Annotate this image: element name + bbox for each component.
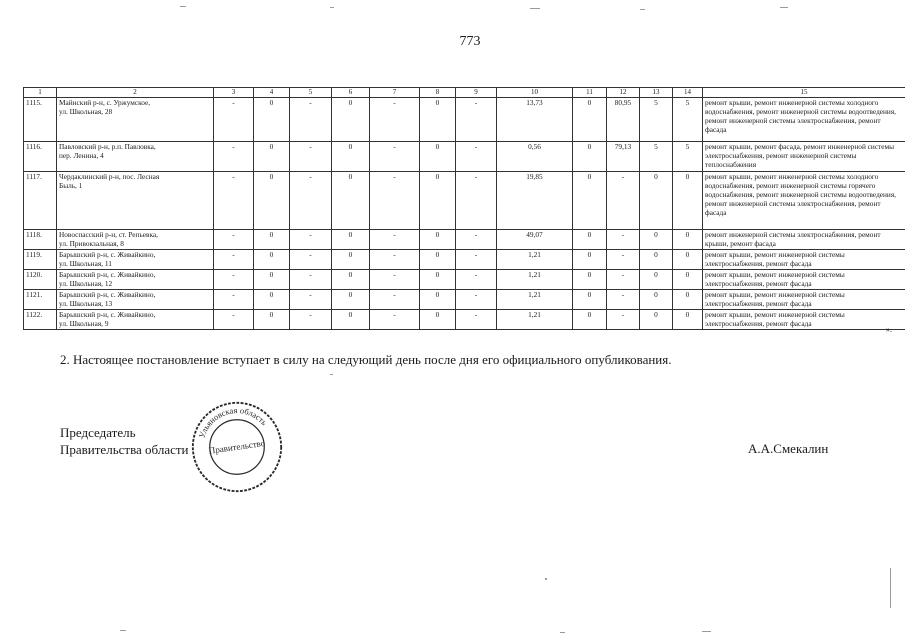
row-address bbox=[57, 142, 214, 172]
cell-c11: 0 bbox=[573, 250, 607, 270]
address-line: Барышский р-н, с. Живайкино, bbox=[59, 270, 156, 279]
row-works: ремонт крыши, ремонт инженерной системы электроснабжения, ремонт фасада bbox=[703, 250, 905, 270]
signatory-name: А.А.Смекалин bbox=[748, 441, 829, 456]
cell-c12: - bbox=[607, 230, 640, 250]
position-line-1: Председатель bbox=[60, 425, 136, 440]
cell-c12: 80,95 bbox=[607, 98, 640, 142]
seal-ring-text: Ульяновская область bbox=[196, 405, 270, 440]
cell-c6: 0 bbox=[332, 172, 370, 230]
cell-c13: 0 bbox=[640, 172, 673, 230]
cell-c9: - bbox=[456, 290, 497, 310]
closing-quote-mark: ». bbox=[886, 325, 892, 334]
cell-c5: - bbox=[290, 98, 332, 142]
cell-c13: 0 bbox=[640, 270, 673, 290]
row-address bbox=[57, 270, 214, 290]
row-works: ремонт крыши, ремонт инженерной системы электроснабжения, ремонт фасада bbox=[703, 270, 905, 290]
cell-c11: 0 bbox=[573, 230, 607, 250]
column-number-2: 2 bbox=[57, 88, 214, 98]
cell-c5: - bbox=[290, 290, 332, 310]
cell-c6: 0 bbox=[332, 230, 370, 250]
cell-c9: - bbox=[456, 270, 497, 290]
address-line: Павловский р-н, р.п. Павловка, bbox=[59, 142, 156, 151]
cell-c13: 5 bbox=[640, 142, 673, 172]
cell-c8: 0 bbox=[420, 172, 456, 230]
address-line: ул. Школьная, 13 bbox=[59, 299, 113, 309]
column-number-10: 10 bbox=[497, 88, 573, 98]
column-number-15: 15 bbox=[703, 88, 905, 98]
cell-c8: 0 bbox=[420, 290, 456, 310]
column-number-6: 6 bbox=[332, 88, 370, 98]
cell-c4: 0 bbox=[254, 98, 290, 142]
address-line: ул. Школьная, 11 bbox=[59, 259, 112, 269]
cell-c12: - bbox=[607, 270, 640, 290]
cell-c13: 0 bbox=[640, 310, 673, 330]
row-works: ремонт крыши, ремонт фасада, ремонт инженерной системы электроснабжения, ремонт инженерной системы теплоснабжения bbox=[703, 142, 905, 172]
row-number: 1120. bbox=[24, 270, 57, 290]
cell-c14: 5 bbox=[673, 142, 703, 172]
cell-c3: - bbox=[214, 142, 254, 172]
address-line: Барышский р-н, с. Живайкино, bbox=[59, 310, 156, 319]
cell-c14: 0 bbox=[673, 290, 703, 310]
cell-c14: 0 bbox=[673, 270, 703, 290]
row-number: 1119. bbox=[24, 250, 57, 270]
cell-c14: 0 bbox=[673, 172, 703, 230]
row-number: 1118. bbox=[24, 230, 57, 250]
column-number-4: 4 bbox=[254, 88, 290, 98]
cell-c13: 5 bbox=[640, 98, 673, 142]
cell-c8: 0 bbox=[420, 250, 456, 270]
cell-c5: - bbox=[290, 142, 332, 172]
cell-c3: - bbox=[214, 172, 254, 230]
address-line: Барышский р-н, с. Живайкино, bbox=[59, 290, 156, 299]
address-line: ул. Привокзальная, 8 bbox=[59, 239, 124, 249]
table-body bbox=[24, 88, 905, 330]
address-line: Быль, 1 bbox=[59, 181, 83, 191]
column-number-14: 14 bbox=[673, 88, 703, 98]
row-address bbox=[57, 98, 214, 142]
cell-c7: - bbox=[370, 290, 420, 310]
cell-c14: 0 bbox=[673, 250, 703, 270]
table-row bbox=[24, 142, 905, 172]
seal-center-text: Правительство bbox=[208, 437, 266, 456]
cell-c8: 0 bbox=[420, 230, 456, 250]
repair-program-table bbox=[23, 87, 905, 330]
column-number-12: 12 bbox=[607, 88, 640, 98]
cell-c3: - bbox=[214, 98, 254, 142]
cell-c6: 0 bbox=[332, 270, 370, 290]
page-number: 773 bbox=[459, 34, 481, 49]
cell-c3: - bbox=[214, 290, 254, 310]
cell-c6: 0 bbox=[332, 290, 370, 310]
cell-c9: - bbox=[456, 172, 497, 230]
cell-c5: - bbox=[290, 172, 332, 230]
row-address bbox=[57, 230, 214, 250]
cell-c14: 5 bbox=[673, 98, 703, 142]
row-works: ремонт крыши, ремонт инженерной системы холодного водоснабжения, ремонт инженерной системы водоотведения, ремонт инженерной системы электроснабжения, ремонт фасада bbox=[703, 98, 905, 142]
cell-c7: - bbox=[370, 270, 420, 290]
cell-c10: 1,21 bbox=[497, 250, 573, 270]
cell-c8: 0 bbox=[420, 270, 456, 290]
cell-c5: - bbox=[290, 250, 332, 270]
position-line-2: Правительства области bbox=[60, 442, 189, 457]
table-row bbox=[24, 310, 905, 330]
cell-c8: 0 bbox=[420, 310, 456, 330]
cell-c3: - bbox=[214, 270, 254, 290]
cell-c7: - bbox=[370, 172, 420, 230]
cell-c10: 49,07 bbox=[497, 230, 573, 250]
row-works: ремонт крыши, ремонт инженерной системы электроснабжения, ремонт фасада bbox=[703, 310, 905, 330]
row-number: 1122. bbox=[24, 310, 57, 330]
signatory-position bbox=[60, 424, 189, 458]
column-number-11: 11 bbox=[573, 88, 607, 98]
cell-c5: - bbox=[290, 270, 332, 290]
column-number-7: 7 bbox=[370, 88, 420, 98]
cell-c7: - bbox=[370, 310, 420, 330]
cell-c5: - bbox=[290, 230, 332, 250]
cell-c10: 13,73 bbox=[497, 98, 573, 142]
address-line: ул. Школьная, 9 bbox=[59, 319, 109, 329]
column-number-5: 5 bbox=[290, 88, 332, 98]
cell-c4: 0 bbox=[254, 172, 290, 230]
cell-c10: 19,85 bbox=[497, 172, 573, 230]
row-address bbox=[57, 310, 214, 330]
column-number-13: 13 bbox=[640, 88, 673, 98]
column-number-8: 8 bbox=[420, 88, 456, 98]
cell-c3: - bbox=[214, 310, 254, 330]
cell-c3: - bbox=[214, 230, 254, 250]
cell-c4: 0 bbox=[254, 290, 290, 310]
row-works: ремонт инженерной системы электроснабжения, ремонт крыши, ремонт фасада bbox=[703, 230, 905, 250]
table-row bbox=[24, 98, 905, 142]
cell-c14: 0 bbox=[673, 230, 703, 250]
cell-c11: 0 bbox=[573, 290, 607, 310]
cell-c13: 0 bbox=[640, 290, 673, 310]
cell-c7: - bbox=[370, 142, 420, 172]
cell-c11: 0 bbox=[573, 172, 607, 230]
column-number-1: 1 bbox=[24, 88, 57, 98]
cell-c6: 0 bbox=[332, 250, 370, 270]
address-line: Новоспасский р-н, ст. Репьевка, bbox=[59, 230, 158, 239]
address-line: пер. Ленина, 4 bbox=[59, 151, 104, 161]
cell-c6: 0 bbox=[332, 310, 370, 330]
cell-c10: 1,21 bbox=[497, 290, 573, 310]
column-number-row bbox=[24, 88, 905, 98]
cell-c13: 0 bbox=[640, 250, 673, 270]
cell-c9: - bbox=[456, 310, 497, 330]
cell-c14: 0 bbox=[673, 310, 703, 330]
address-line: ул. Школьная, 28 bbox=[59, 107, 113, 117]
row-number: 1117. bbox=[24, 172, 57, 230]
cell-c12: - bbox=[607, 172, 640, 230]
cell-c9: - bbox=[456, 98, 497, 142]
cell-c12: 79,13 bbox=[607, 142, 640, 172]
official-seal-stamp bbox=[190, 400, 284, 494]
cell-c9: - bbox=[456, 142, 497, 172]
clause-2-text: 2. Настоящее постановление вступает в силу на следующий день после дня его официального опубликования. bbox=[60, 352, 672, 367]
cell-c6: 0 bbox=[332, 98, 370, 142]
cell-c11: 0 bbox=[573, 142, 607, 172]
table-row bbox=[24, 250, 905, 270]
address-line: Барышский р-н, с. Живайкино, bbox=[59, 250, 156, 259]
cell-c5: - bbox=[290, 310, 332, 330]
cell-c7: - bbox=[370, 250, 420, 270]
row-number: 1116. bbox=[24, 142, 57, 172]
row-number: 1115. bbox=[24, 98, 57, 142]
cell-c4: 0 bbox=[254, 270, 290, 290]
cell-c4: 0 bbox=[254, 310, 290, 330]
cell-c9: - bbox=[456, 250, 497, 270]
cell-c7: - bbox=[370, 230, 420, 250]
table-row bbox=[24, 230, 905, 250]
cell-c11: 0 bbox=[573, 270, 607, 290]
column-number-3: 3 bbox=[214, 88, 254, 98]
row-address bbox=[57, 290, 214, 310]
cell-c4: 0 bbox=[254, 250, 290, 270]
table-row bbox=[24, 290, 905, 310]
cell-c4: 0 bbox=[254, 142, 290, 172]
cell-c4: 0 bbox=[254, 230, 290, 250]
cell-c11: 0 bbox=[573, 98, 607, 142]
address-line: ул. Школьная, 12 bbox=[59, 279, 113, 289]
table-row bbox=[24, 172, 905, 230]
cell-c12: - bbox=[607, 310, 640, 330]
column-number-9: 9 bbox=[456, 88, 497, 98]
cell-c7: - bbox=[370, 98, 420, 142]
cell-c13: 0 bbox=[640, 230, 673, 250]
cell-c8: 0 bbox=[420, 98, 456, 142]
table-row bbox=[24, 270, 905, 290]
cell-c12: - bbox=[607, 250, 640, 270]
cell-c12: - bbox=[607, 290, 640, 310]
address-line: Чердаклинский р-н, пос. Лесная bbox=[59, 172, 160, 181]
row-works: ремонт крыши, ремонт инженерной системы электроснабжения, ремонт фасада bbox=[703, 290, 905, 310]
cell-c10: 0,56 bbox=[497, 142, 573, 172]
cell-c3: - bbox=[214, 250, 254, 270]
cell-c8: 0 bbox=[420, 142, 456, 172]
row-address bbox=[57, 172, 214, 230]
row-number: 1121. bbox=[24, 290, 57, 310]
cell-c6: 0 bbox=[332, 142, 370, 172]
cell-c9: - bbox=[456, 230, 497, 250]
cell-c11: 0 bbox=[573, 310, 607, 330]
address-line: Майнский р-н, с. Уржумское, bbox=[59, 98, 151, 107]
row-address bbox=[57, 250, 214, 270]
cell-c10: 1,21 bbox=[497, 270, 573, 290]
row-works: ремонт крыши, ремонт инженерной системы холодного водоснабжения, ремонт инженерной системы горячего водоснабжения, ремонт инженерной системы водоотведения, ремонт инженерной системы электроснабжения, ремонт фасада bbox=[703, 172, 905, 230]
cell-c10: 1,21 bbox=[497, 310, 573, 330]
